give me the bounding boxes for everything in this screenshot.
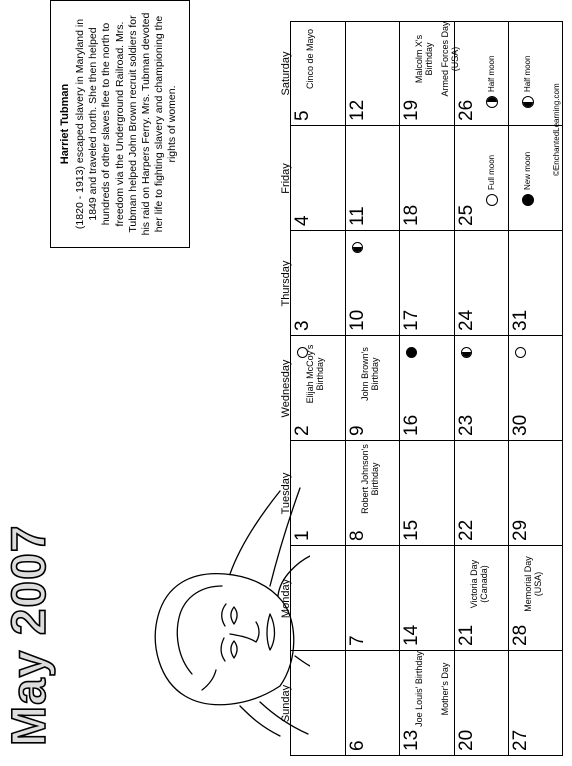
calendar-day-cell bbox=[290, 651, 345, 756]
calendar-day-cell bbox=[399, 546, 454, 651]
day-event: Victoria Day (Canada) bbox=[468, 559, 489, 609]
day-number: 2 bbox=[292, 425, 313, 436]
full-moon-icon bbox=[297, 347, 308, 358]
calendar-day-cell bbox=[454, 441, 509, 546]
calendar-day-cell bbox=[399, 126, 454, 231]
biography-box bbox=[50, 0, 190, 248]
calendar-day-cell bbox=[399, 21, 461, 126]
calendar-day-cell bbox=[345, 126, 400, 231]
day-event: John Brown's Birthday bbox=[359, 347, 380, 401]
day-event: Elijah McCoy's Birthday bbox=[305, 344, 325, 404]
day-number: 15 bbox=[401, 519, 423, 541]
day-number: 22 bbox=[455, 519, 477, 541]
day-event: Robert Johnson's Birthday bbox=[359, 444, 380, 514]
calendar-day-cell bbox=[508, 546, 563, 651]
day-name-saturday: Saturday bbox=[280, 51, 292, 96]
calendar-day-cell bbox=[345, 546, 400, 651]
full-moon-icon bbox=[486, 194, 498, 206]
calendar-day-cell bbox=[399, 336, 454, 441]
day-name-thursday: Thursday bbox=[280, 260, 292, 307]
day-number: 13 bbox=[401, 729, 423, 751]
legend-half-moon-1: Half moon bbox=[487, 55, 496, 92]
legend-new-moon: New moon bbox=[523, 151, 532, 190]
calendar-day-cell bbox=[508, 441, 563, 546]
calendar-day-cell bbox=[290, 231, 345, 336]
calendar-day-cell bbox=[508, 231, 563, 336]
day-number: 19 bbox=[401, 99, 423, 121]
day-name-tuesday: Tuesday bbox=[280, 472, 292, 515]
day-number: 9 bbox=[346, 425, 368, 436]
calendar-day-cell bbox=[290, 21, 345, 126]
day-number: 31 bbox=[510, 309, 532, 331]
day-event: Armed Forces Day (USA) bbox=[440, 21, 461, 97]
calendar-day-cell bbox=[345, 336, 400, 441]
day-number: 28 bbox=[510, 624, 532, 646]
day-number: 25 bbox=[455, 204, 477, 226]
day-event: Memorial Day (USA) bbox=[523, 556, 544, 612]
day-name-friday: Friday bbox=[280, 163, 292, 194]
calendar-day-cell bbox=[454, 336, 509, 441]
day-number: 18 bbox=[401, 204, 423, 226]
legend-half-moon-2: Half moon bbox=[523, 55, 532, 92]
day-number: 24 bbox=[455, 309, 477, 331]
calendar-day-cell bbox=[399, 651, 454, 756]
calendar-day-cell bbox=[345, 231, 400, 336]
site-credit: ©EnchantedLearning.com bbox=[552, 83, 561, 176]
calendar-day-cell bbox=[290, 126, 345, 231]
legend-full-moon: Full moon bbox=[487, 154, 496, 190]
new-moon-icon bbox=[406, 347, 417, 358]
day-number: 1 bbox=[292, 530, 313, 541]
calendar-day-cell bbox=[345, 441, 400, 546]
day-number: 23 bbox=[455, 414, 477, 436]
day-event: Cinco de Mayo bbox=[305, 28, 315, 90]
half-moon-icon bbox=[461, 347, 472, 358]
calendar-day-cell bbox=[290, 546, 345, 651]
day-name-monday: Monday bbox=[280, 578, 292, 619]
half-moon-icon bbox=[486, 96, 498, 108]
day-name-wednesday: Wednesday bbox=[280, 359, 292, 418]
calendar-day-cell bbox=[454, 546, 509, 651]
day-number: 8 bbox=[346, 530, 368, 541]
calendar-day-cell bbox=[399, 441, 454, 546]
day-number: 12 bbox=[346, 99, 368, 121]
new-moon-icon bbox=[522, 194, 534, 206]
day-number: 30 bbox=[510, 414, 532, 436]
day-number: 7 bbox=[346, 635, 368, 646]
page-title: May 2007 bbox=[3, 524, 56, 746]
day-number: 17 bbox=[401, 309, 423, 331]
full-moon-icon bbox=[515, 347, 526, 358]
calendar-day-cell bbox=[345, 21, 400, 126]
day-number: 5 bbox=[292, 110, 313, 121]
day-number: 4 bbox=[292, 215, 313, 226]
calendar-day-cell bbox=[454, 651, 509, 756]
day-event: Malcolm X's Birthday bbox=[414, 34, 435, 84]
day-event: Joe Louis' Birthday bbox=[414, 651, 425, 727]
calendar-day-cell bbox=[345, 651, 400, 756]
half-moon-icon bbox=[352, 242, 363, 253]
calendar-day-cell bbox=[290, 336, 345, 441]
day-number: 26 bbox=[455, 99, 477, 121]
calendar-day-cell bbox=[290, 441, 345, 546]
day-number: 20 bbox=[455, 729, 477, 751]
half-moon-icon bbox=[522, 96, 534, 108]
moon-legend bbox=[472, 26, 552, 226]
day-number: 27 bbox=[510, 729, 532, 751]
calendar-day-cell bbox=[508, 651, 563, 756]
biography-text: (1820 - 1913) escaped slavery in Maryland in 1849 and traveled north. She then helped hundreds of other slaves flee to the north to freedom via the Underground Railroad. Mrs. Tubman helped John Brown recruit soldiers for his raid on Harpers Ferry. Mrs. Tubman devoted her life to fighting slavery and championing the rights of women. bbox=[74, 12, 179, 236]
day-number: 16 bbox=[401, 414, 423, 436]
day-number: 11 bbox=[346, 206, 368, 226]
day-number: 3 bbox=[292, 320, 313, 331]
day-event: Mother's Day bbox=[440, 662, 451, 716]
day-number: 6 bbox=[346, 740, 368, 751]
calendar-day-cell bbox=[399, 231, 454, 336]
day-number: 10 bbox=[346, 309, 368, 331]
day-name-sunday: Sunday bbox=[280, 684, 292, 723]
biography-title: Harriet Tubman bbox=[59, 83, 71, 165]
calendar-day-cell bbox=[454, 231, 509, 336]
day-number: 21 bbox=[455, 624, 477, 646]
calendar-day-cell bbox=[508, 336, 563, 441]
day-number: 14 bbox=[401, 624, 423, 646]
day-number: 29 bbox=[510, 519, 532, 541]
